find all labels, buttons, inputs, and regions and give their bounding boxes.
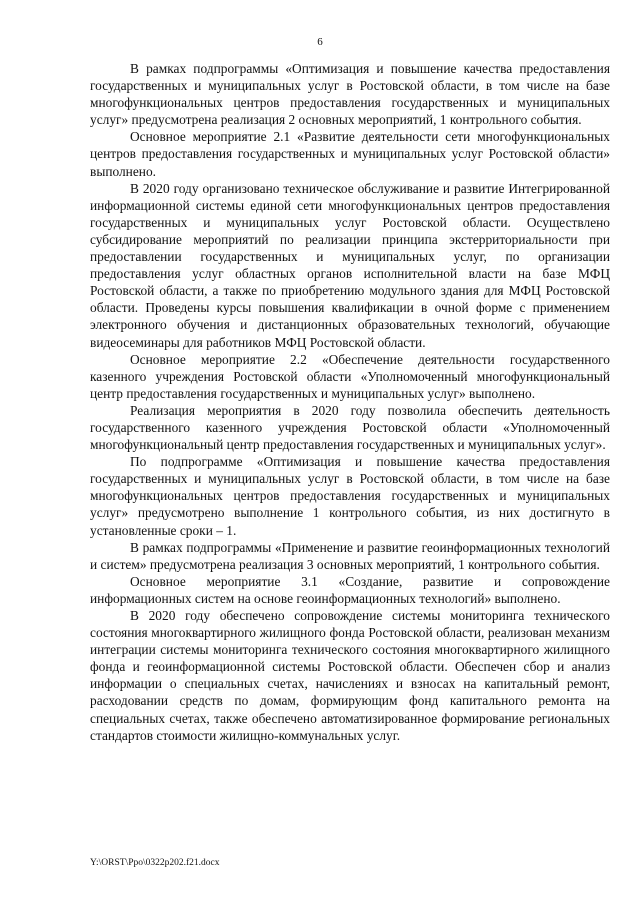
paragraph: Основное мероприятие 2.1 «Развитие деятельности сети многофункциональных центров предоставления государственных и муниципальных услуг Ростовской области» выполнено. (90, 129, 610, 179)
paragraph: В 2020 году организовано техническое обслуживание и развитие Интегрированной информационной системы единой сети многофункциональных центров предоставления государственных и муниципальных услуг Ростовской области. Осуществлено субсидирование мероприятий по реализации принципа экстерриториальности при предоставлении государственных и муниципальных услуг, по организации предоставления услуг областных органов исполнительной власти на базе МФЦ Ростовской области, а также по приобретению модульного здания для МФЦ Ростовской области. Проведены курсы повышения квалификации в очной форме с применением электронного обучения и дистанционных образовательных технологий, обучающие видеосеминары для работников МФЦ Ростовской области. (90, 180, 610, 350)
paragraph: По подпрограмме «Оптимизация и повышение качества предоставления государственных и муниципальных услуг в Ростовской области, в том числе на базе многофункциональных центров предоставления государственных и муниципальных услуг» предусмотрено выполнение 1 контрольного события, из них достигнуто в установленные сроки – 1. (90, 454, 610, 538)
footer-file-path: Y:\ORST\Ppo\0322p202.f21.docx (90, 858, 220, 868)
document-body (90, 60, 610, 744)
paragraph: Основное мероприятие 2.2 «Обеспечение деятельности государственного казенного учреждения Ростовской области «Уполномоченный многофункциональный центр предоставления государственных и муниципальных услуг» выполнено. (90, 351, 610, 401)
paragraph: В рамках подпрограммы «Оптимизация и повышение качества предоставления государственных и муниципальных услуг в Ростовской области, в том числе на базе многофункциональных центров предоставления государственных и муниципальных услуг» предусмотрена реализация 2 основных мероприятий, 1 контрольного события. (90, 61, 610, 128)
paragraph: В 2020 году обеспечено сопровождение системы мониторинга технического состояния многоквартирного жилищного фонда Ростовской области, реализован механизм интеграции системы мониторинга технического состояния многоквартирного жилищного фонда и геоинформационной системы Ростовской области. Обеспечен сбор и анализ информации о специальных счетах, начислениях и взносах на капитальный ремонт, расходовании средств по домам, формирующим фонд капитального ремонта на специальных счетах, также обеспечено автоматизированное формирование региональных стандартов стоимости жилищно-коммунальных услуг. (90, 608, 610, 743)
page-number: 6 (317, 36, 323, 48)
paragraph: Реализация мероприятия в 2020 году позволила обеспечить деятельность государственного казенного учреждения Ростовской области «Уполномоченный многофункциональный центр предоставления государственных и муниципальных услуг». (90, 402, 610, 453)
paragraph: В рамках подпрограммы «Применение и развитие геоинформационных технологий и систем» предусмотрена реализация 3 основных мероприятий, 1 контрольного события. (90, 539, 610, 572)
paragraph: Основное мероприятие 3.1 «Создание, развитие и сопровождение информационных систем на основе геоинформационных технологий» выполнено. (90, 573, 610, 606)
